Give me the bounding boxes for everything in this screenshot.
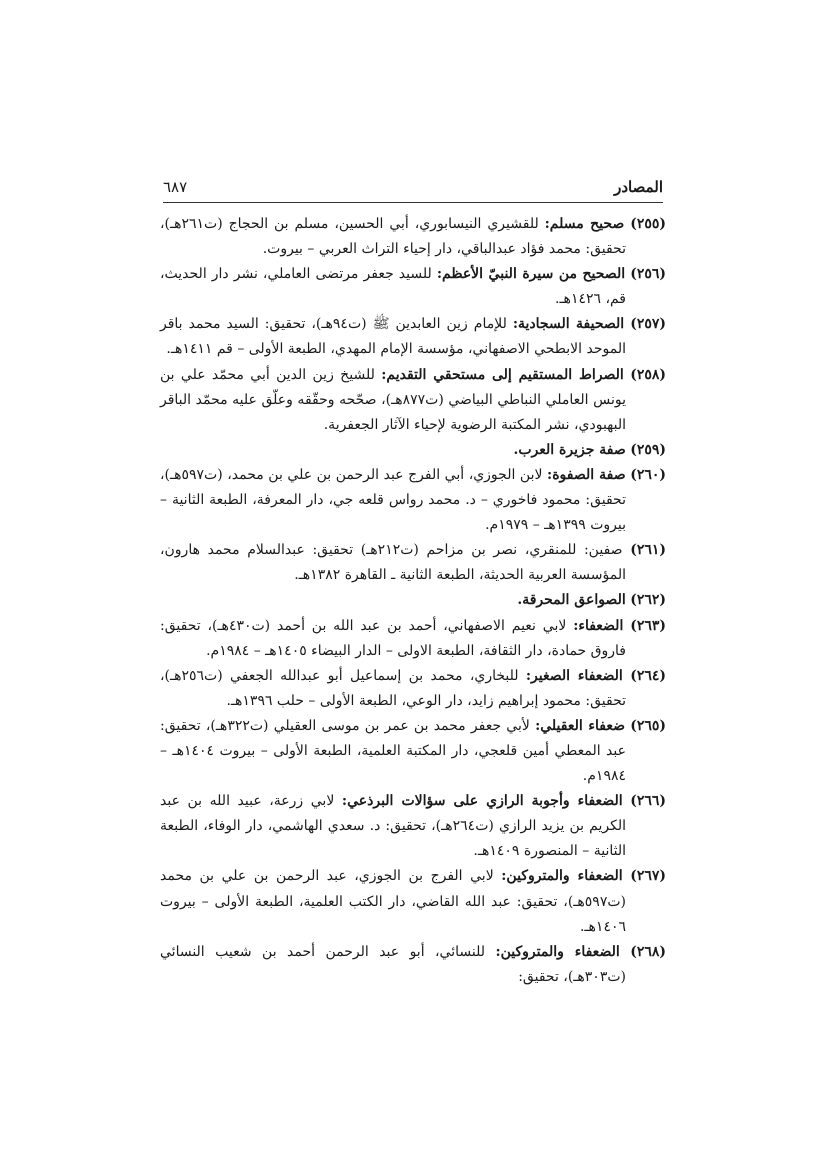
- entry-number: (٢٥٦): [630, 266, 666, 283]
- entry-number: (٢٥٥): [630, 216, 667, 232]
- entry-text: لابي نعيم الاصفهاني، أحمد بن عبد الله بن أحمد (ت٤٣٠هـ)، تحقيق: فاروق حمادة، دار الثقافة، الطبعة الاولى – الدار البيضاء ١٤٠٥هـ – ١٩٨٤م.: [160, 617, 626, 659]
- bibliography-entry-265: [160, 714, 666, 789]
- bibliography-entry-264: [160, 664, 666, 714]
- entry-number: (٢٦٣): [630, 617, 666, 634]
- entry-title: الضعفاء:: [573, 617, 624, 634]
- entry-text: للشيخ زين الدين أبي محمّد علي بن يونس العاملي النباطي البياضي (ت٨٧٧هـ)، صحّحه وحقّقه وعلّق عليه محمّد الباقر البهبودي، نشر المكتبة الرضوية لإحياء الآثار الجعفرية.: [160, 366, 627, 433]
- entry-number: (٢٥٨): [630, 366, 667, 383]
- entry-number: (٢٦٤): [630, 667, 667, 684]
- entry-number: (٢٥٧): [630, 316, 667, 333]
- bibliography-entry-255: [160, 212, 666, 262]
- page-number: ٦٨٧: [163, 178, 188, 196]
- bibliography-entry-267: [160, 864, 666, 939]
- entry-number: (٢٥٩): [630, 441, 666, 458]
- bibliography-entry-258: [160, 363, 666, 438]
- entry-text: للسيد جعفر مرتضى العاملي، نشر دار الحديث، قم، ١٤٢٦هـ.: [160, 266, 626, 308]
- entry-number: (٢٦٦): [630, 793, 666, 810]
- entry-title: صحيح مسلم:: [544, 216, 625, 232]
- entry-text: لابي زرعة، عبيد الله بن عبد الكريم بن يزيد الرازي (ت٢٦٤هـ)، تحقيق: د. سعدي الهاشمي، دار الوفاء، الطبعة الثانية – المنصورة ١٤٠٩هـ.: [160, 793, 626, 860]
- entry-number: (٢٦١): [630, 542, 666, 559]
- bibliography-entry-263: [160, 614, 666, 664]
- entry-title: الصراط المستقيم إلى مستحقي التقديم:: [381, 366, 624, 383]
- entry-number: (٢٦٢): [630, 592, 666, 609]
- entry-number: (٢٦٥): [630, 717, 667, 734]
- page-header: [163, 178, 663, 204]
- entry-text: لأبي جعفر محمد بن عمر بن موسى العقيلي (ت٣٢٢هـ)، تحقيق: عبد المعطي أمين قلعجي، دار المكتبة العلمية، الطبعة الأولى – بيروت ١٤٠٤هـ – ١٩٨٤م.: [160, 717, 626, 785]
- entry-title: صفة الصفوة:: [547, 466, 626, 483]
- section-title: المصادر: [614, 178, 663, 196]
- header-rule: [163, 202, 663, 203]
- entry-title: الضعفاء والمتروكين:: [501, 868, 623, 885]
- entry-number: (٢٦٠): [630, 466, 667, 483]
- bibliography-list: [160, 212, 666, 990]
- bibliography-entry-266: [160, 789, 666, 864]
- entry-title: الضعفاء الصغير:: [525, 667, 623, 684]
- bibliography-entry-260: [160, 463, 666, 538]
- entry-title: الضعفاء والمتروكين:: [495, 943, 620, 960]
- bibliography-entry-256: [160, 262, 666, 312]
- entry-text: للقشيري النيسابوري، أبي الحسين، مسلم بن الحجاج (ت٢٦١هـ)، تحقيق: محمد فؤاد عبدالباقي، دار إحياء التراث العربي – بيروت.: [160, 216, 626, 258]
- entry-title: ضعفاء العقيلي:: [535, 717, 625, 734]
- entry-title: الصواعق المحرقة.: [517, 592, 626, 609]
- entry-title: صفة جزيرة العرب.: [513, 441, 626, 458]
- bibliography-entry-268: [160, 940, 666, 990]
- entry-text: صفين: للمنقري، نصر بن مزاحم (ت٢١٢هـ) تحقيق: عبدالسلام محمد هارون، المؤسسة العربية الحديثة، الطبعة الثانية ـ القاهرة ١٣٨٢هـ.: [160, 542, 626, 584]
- entry-title: الصحيفة السجادية:: [512, 316, 625, 333]
- entry-text: لابي الفرج بن الجوزي، عبد الرحمن بن علي بن محمد (ت٥٩٧هـ)، تحقيق: عبد الله القاضي، دار الكتب العلمية، الطبعة الأولى – بيروت ١٤٠٦هـ.: [160, 868, 626, 935]
- entry-text: لابن الجوزي، أبي الفرج عبد الرحمن بن علي بن محمد، (ت٥٩٧هـ)، تحقيق: محمود فاخوري – د. محمد رواس قلعه جي، دار المعرفة، الطبعة الثانية – بيروت ١٣٩٩هـ – ١٩٧٩م.: [160, 466, 626, 534]
- entry-title: الصحيح من سيرة النبيّ الأعظم:: [436, 266, 626, 283]
- bibliography-entry-259: [160, 438, 666, 463]
- bibliography-entry-262: [160, 588, 666, 613]
- entry-number: (٢٦٧): [630, 868, 667, 885]
- entry-number: (٢٦٨): [630, 943, 667, 960]
- entry-text: للبخاري، محمد بن إسماعيل أبو عبدالله الجعفي (ت٢٥٦هـ)، تحقيق: محمود إبراهيم زايد، دار الوعي، الطبعة الأولى – حلب ١٣٩٦هـ.: [160, 667, 626, 709]
- entry-title: الضعفاء وأجوبة الرازي على سؤالات البرذعي:: [341, 793, 623, 810]
- entry-text: للنسائي، أبو عبد الرحمن أحمد بن شعيب النسائي (ت٣٠٣هـ)، تحقيق:: [160, 943, 626, 985]
- bibliography-entry-261: [160, 538, 666, 588]
- entry-text: للإمام زين العابدين ﷺ (ت٩٤هـ)، تحقيق: السيد محمد باقر الموحد الابطحي الاصفهاني، مؤسسة الإمام المهدي، الطبعة الأولى – قم ١٤١١هـ.: [160, 316, 626, 358]
- bibliography-entry-257: [160, 312, 666, 362]
